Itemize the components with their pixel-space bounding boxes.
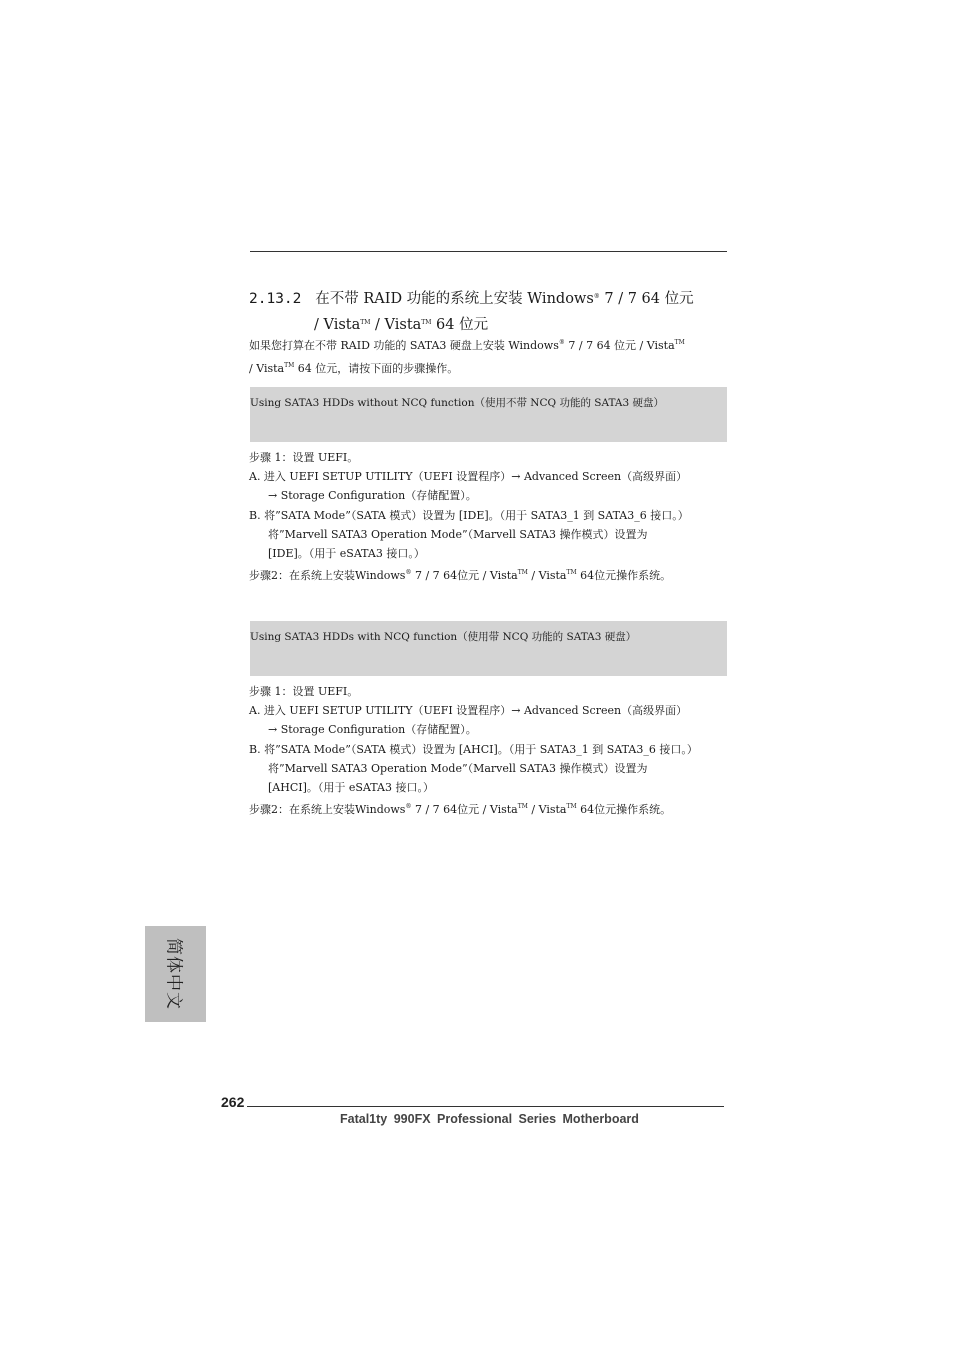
- trademark-mark: TM: [517, 569, 528, 577]
- registered-mark: ®: [558, 339, 565, 346]
- step1-text: 步骤 1：设置 UEFI。: [249, 685, 359, 698]
- steps-without-ncq: [249, 448, 689, 585]
- step-b-line3: [IDE]。（用于 eSATA3 接口。）: [268, 547, 425, 561]
- step-a-line1: A. 进入 UEFI SETUP UTILITY（UEFI 设置程序）→ Advanced Screen（高级界面）: [249, 470, 688, 484]
- trademark-mark: TM: [566, 803, 577, 811]
- heading-text-5: 64 位元: [431, 317, 489, 333]
- step-b-line1: B. 将”SATA Mode”（SATA 模式）设置为 [AHCI]。（用于 SATA3_1 到 SATA3_6 接口。）: [249, 742, 698, 756]
- subsection-header-text: Using SATA3 HDDs without NCQ function（使用不带 NCQ 功能的 SATA3 硬盘）: [250, 397, 665, 409]
- step2-text: 步骤2：在系统上安装Windows® 7 / 7 64位元 / Vista™ / Vista™ 64位元操作系统。: [249, 803, 672, 817]
- steps-with-ncq: [249, 682, 698, 819]
- section-heading: [249, 285, 694, 337]
- heading-text-3: / Vista: [314, 317, 361, 333]
- page-number: 262: [221, 1094, 245, 1110]
- intro-text-3: / Vista: [249, 362, 285, 375]
- step1-text: 步骤 1：设置 UEFI。: [249, 451, 359, 464]
- step-b-line2: 将”Marvell SATA3 Operation Mode”（Marvell SATA3 操作模式）设置为: [268, 527, 648, 541]
- trademark-mark: TM: [517, 803, 528, 811]
- language-side-tab: [145, 926, 206, 1022]
- bottom-divider: [247, 1106, 724, 1107]
- trademark-mark: TM: [566, 569, 577, 577]
- subsection-header-without-ncq: [250, 387, 727, 442]
- step-a-line1: A. 进入 UEFI SETUP UTILITY（UEFI 设置程序）→ Advanced Screen（高级界面）: [249, 704, 688, 718]
- registered-mark: ®: [405, 803, 412, 811]
- intro-paragraph: [249, 333, 685, 379]
- trademark-mark: TM: [421, 319, 432, 326]
- language-label: 简体中文: [163, 938, 183, 1010]
- heading-text-4: / Vista: [370, 317, 422, 333]
- step-a-line2: → Storage Configuration（存储配置）。: [268, 489, 477, 503]
- intro-text-1: 如果您打算在不带 RAID 功能的 SATA3 硬盘上安装 Windows: [249, 339, 559, 352]
- trademark-mark: TM: [284, 362, 295, 369]
- step-b-line2: 将”Marvell SATA3 Operation Mode”（Marvell SATA3 操作模式）设置为: [268, 761, 648, 775]
- heading-text-1: 在不带 RAID 功能的系统上安装 Windows: [315, 291, 594, 307]
- step-b-line1: B. 将”SATA Mode”（SATA 模式）设置为 [IDE]。（用于 SATA3_1 到 SATA3_6 接口。）: [249, 508, 689, 522]
- footer-title: Fatal1ty 990FX Professional Series Motherboard: [340, 1112, 639, 1126]
- registered-mark: ®: [405, 569, 412, 577]
- section-number: 2.13.2: [249, 291, 302, 307]
- intro-text-4: 64 位元，请按下面的步骤操作。: [294, 362, 459, 375]
- trademark-mark: TM: [360, 319, 371, 326]
- step-a-line2: → Storage Configuration（存储配置）。: [268, 723, 477, 737]
- trademark-mark: TM: [674, 339, 685, 346]
- step-b-line3: [AHCI]。（用于 eSATA3 接口。）: [268, 781, 434, 795]
- step2-text: 步骤2：在系统上安装Windows® 7 / 7 64位元 / Vista™ / Vista™ 64位元操作系统。: [249, 569, 672, 583]
- intro-text-2: 7 / 7 64 位元 / Vista: [564, 339, 675, 352]
- top-divider: [250, 251, 727, 252]
- subsection-header-with-ncq: [250, 621, 727, 676]
- subsection-header-text: Using SATA3 HDDs with NCQ function（使用带 NCQ 功能的 SATA3 硬盘）: [250, 631, 637, 643]
- registered-mark: ®: [593, 293, 600, 300]
- heading-text-2: 7 / 7 64 位元: [599, 291, 694, 307]
